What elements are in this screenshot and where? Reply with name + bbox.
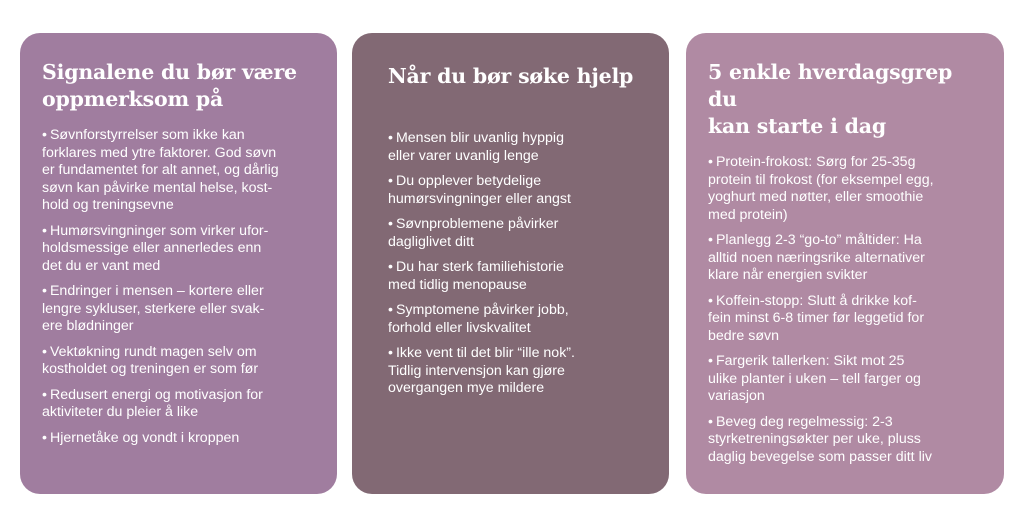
seek-help-list <box>388 130 649 398</box>
list-item-text: Koffein-stopp: Slutt å drikke kof- fein minst 6-8 timer før leggetid for bedre søvn <box>708 292 925 344</box>
list-item <box>708 353 984 406</box>
list-item <box>388 259 649 294</box>
list-item <box>708 414 984 467</box>
list-item <box>708 154 984 224</box>
bullet-icon: • <box>42 343 47 360</box>
bullet-icon: • <box>388 302 393 318</box>
list-item-text: Du opplever betydelige humørsvingninger eller angst <box>388 173 571 207</box>
list-item-text: Humørsvingninger som virker ufor- holdsmessige eller annerledes enn det du er vant med <box>42 222 269 274</box>
bullet-icon: • <box>708 353 713 369</box>
bullet-icon: • <box>708 232 713 248</box>
list-item-text: Du har sterk familiehistorie med tidlig menopause <box>388 259 564 293</box>
bullet-icon: • <box>708 292 713 309</box>
card-daily-tips <box>686 33 1004 494</box>
bullet-icon: • <box>388 216 393 232</box>
card-title: 5 enkle hverdagsgrep du kan starte i dag <box>708 60 953 138</box>
list-item <box>708 232 984 285</box>
bullet-icon: • <box>708 413 713 430</box>
list-item-text: Redusert energi og motivasjon for aktiviteter du pleier å like <box>42 386 263 420</box>
list-item <box>42 430 317 448</box>
list-item-text: Beveg deg regelmessig: 2-3 styrketreningsøkter per uke, pluss daglig bevegelse som passer ditt liv <box>708 413 932 465</box>
bullet-icon: • <box>42 283 47 299</box>
list-item-text: Protein-frokost: Sørg for 25-35g protein til frokost (for eksempel egg, yoghurt med nøtter, eller smoothie med protein) <box>708 154 934 223</box>
list-item-text: Vektøkning rundt magen selv om kostholdet og treningen er som før <box>42 343 259 377</box>
bullet-icon: • <box>388 173 393 189</box>
list-item <box>388 345 649 398</box>
bullet-icon: • <box>42 429 47 446</box>
list-item-text: Endringer i mensen – kortere eller lengre sykluser, sterkere eller svak- ere blødninger <box>42 283 265 334</box>
list-item-text: Hjernetåke og vondt i kroppen <box>49 429 240 446</box>
list-item-text: Ikke vent til det blir “ille nok”. Tidlig intervensjon kan gjøre overgangen mye mildere <box>388 345 575 396</box>
bullet-icon: • <box>42 386 47 403</box>
list-item-text: Søvnproblemene påvirker dagliglivet ditt <box>388 216 559 250</box>
signals-list <box>42 127 317 447</box>
list-item-text: Mensen blir uvanlig hyppig eller varer uvanlig lenge <box>388 130 564 164</box>
card-title: Signalene du bør være oppmerksom på <box>42 60 297 111</box>
bullet-icon: • <box>388 345 393 361</box>
list-item-text: Søvnforstyrrelser som ikke kan forklares med ytre faktorer. God søvn er fundamentet for alt annet, og dårlig søvn kan påvirke mental helse, kost- hold og treningsevne <box>42 127 279 213</box>
list-item <box>388 173 649 208</box>
bullet-icon: • <box>42 222 47 239</box>
list-item <box>42 283 317 336</box>
list-item-text: Symptomene påvirker jobb, forhold eller livskvalitet <box>388 302 569 336</box>
bullet-icon: • <box>388 259 393 275</box>
list-item-text: Planlegg 2-3 “go-to” måltider: Ha alltid noen næringsrike alternativer klare når energien svikter <box>708 232 925 283</box>
bullet-icon: • <box>388 130 393 146</box>
list-item <box>42 127 317 215</box>
list-item <box>42 223 317 276</box>
list-item <box>42 387 317 422</box>
list-item <box>388 302 649 337</box>
list-item <box>708 293 984 346</box>
list-item <box>388 130 649 165</box>
card-seek-help <box>352 33 669 494</box>
list-item-text: Fargerik tallerken: Sikt mot 25 ulike planter i uken – tell farger og variasjon <box>708 353 921 404</box>
list-item <box>42 344 317 379</box>
list-item <box>388 216 649 251</box>
daily-tips-list <box>708 154 984 466</box>
card-signals <box>20 33 337 494</box>
bullet-icon: • <box>708 154 713 170</box>
card-title: Når du bør søke hjelp <box>388 64 634 88</box>
bullet-icon: • <box>42 127 47 143</box>
